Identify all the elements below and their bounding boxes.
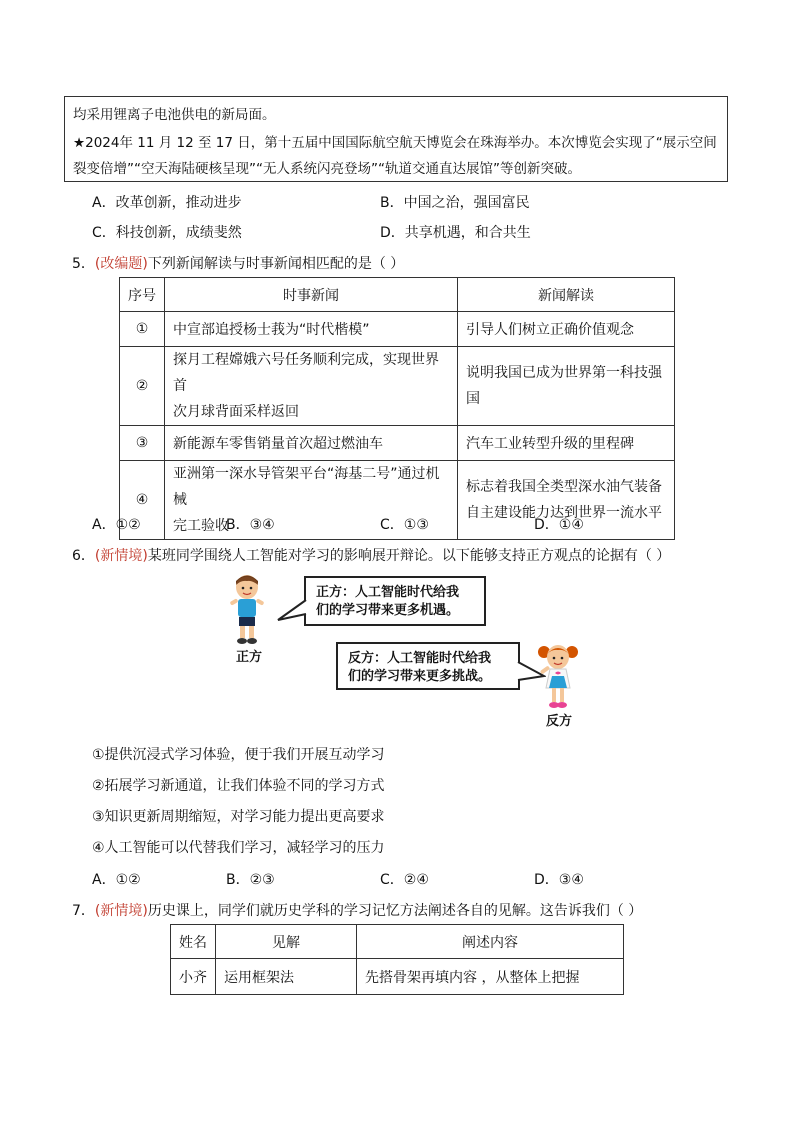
con-label: 反方 bbox=[546, 714, 573, 729]
news-text: 新能源车零售销量首次超过燃油车 bbox=[173, 436, 383, 452]
news-text-1: 探月工程嫦娥六号任务顺利完成，实现世界首 bbox=[173, 352, 439, 394]
q5-option-a[interactable]: A．①② bbox=[92, 517, 141, 533]
row-no: ② bbox=[120, 347, 165, 426]
row-view: 运用框架法 bbox=[216, 959, 357, 995]
boy-figure-icon bbox=[224, 574, 270, 646]
news-text-1: 亚洲第一深水导管架平台“海基二号”通过机械 bbox=[173, 466, 440, 508]
table-header-row bbox=[120, 278, 675, 312]
row-no: ① bbox=[120, 312, 165, 347]
header-content: 阐述内容 bbox=[357, 925, 624, 959]
q6-option-d[interactable]: D．③④ bbox=[534, 872, 584, 888]
interp-text-2: 国 bbox=[466, 391, 480, 407]
table-header-row bbox=[171, 925, 624, 959]
q4-option-d[interactable]: D．共享机遇，和合共生 bbox=[380, 225, 531, 241]
pro-bubble-line-2: 们的学习带来更多机遇。 bbox=[316, 603, 460, 618]
interp-text-1: 标志着我国全类型深水油气装备 bbox=[466, 479, 662, 495]
row-interp bbox=[458, 426, 675, 461]
q6-statement-2: ②拓展学习新通道，让我们体验不同的学习方式 bbox=[92, 778, 385, 794]
news-text: 中宣部追授杨士莪为“时代楷模” bbox=[173, 322, 370, 338]
row-news bbox=[165, 426, 458, 461]
pro-bubble-tail-icon bbox=[276, 598, 308, 624]
q6-statement-1: ①提供沉浸式学习体验，便于我们开展互动学习 bbox=[92, 747, 385, 763]
pro-bubble-line-1: 正方：人工智能时代给我 bbox=[316, 585, 460, 600]
table-row bbox=[120, 312, 675, 347]
q7-number: 7． bbox=[72, 903, 95, 919]
interp-text: 汽车工业转型升级的里程碑 bbox=[466, 436, 634, 452]
header-no: 序号 bbox=[120, 278, 165, 312]
interp-text: 引导人们树立正确价值观念 bbox=[466, 322, 634, 338]
q5-text: 下列新闻解读与时事新闻相匹配的是（ ） bbox=[147, 256, 405, 272]
interp-text-1: 说明我国已成为世界第一科技强 bbox=[466, 365, 662, 381]
table-row bbox=[171, 959, 624, 995]
news-text-2: 完工验收 bbox=[173, 518, 229, 534]
q6-statement-4: ④人工智能可以代替我们学习，减轻学习的压力 bbox=[92, 840, 385, 856]
q6-option-a[interactable]: A．①② bbox=[92, 872, 141, 888]
pro-label: 正方 bbox=[236, 650, 263, 665]
q4-option-c[interactable]: C．科技创新，成绩斐然 bbox=[92, 225, 242, 241]
girl-figure-icon bbox=[536, 642, 580, 712]
con-bubble-line-2: 们的学习带来更多挑战。 bbox=[348, 669, 492, 684]
q4-option-a[interactable]: A．改革创新，推动进步 bbox=[92, 195, 242, 211]
header-interp: 新闻解读 bbox=[458, 278, 675, 312]
material-line-3: 裂变倍增”“空天海陆硬核呈现”“无人系统闪亮登场”“轨道交通直达展馆”等创新突破。 bbox=[73, 161, 581, 177]
row-interp bbox=[458, 312, 675, 347]
q5-option-b[interactable]: B．③④ bbox=[226, 517, 275, 533]
q6-tag: (新情境) bbox=[94, 548, 148, 564]
q6-option-c[interactable]: C．②④ bbox=[380, 872, 429, 888]
q5-tag: (改编题) bbox=[94, 256, 148, 272]
header-news: 时事新闻 bbox=[165, 278, 458, 312]
news-text-2: 次月球背面采样返回 bbox=[173, 404, 299, 420]
q6-text: 某班同学围绕人工智能对学习的影响展开辩论。以下能够支持正方观点的论据有（ ） bbox=[147, 548, 671, 564]
q7-table bbox=[170, 924, 624, 995]
q5-option-c[interactable]: C．①③ bbox=[380, 517, 429, 533]
q6-number: 6． bbox=[72, 548, 95, 564]
con-speech-bubble bbox=[336, 642, 520, 690]
table-row bbox=[120, 426, 675, 461]
q5-table bbox=[119, 277, 675, 540]
material-line-2: ★2024年 11 月 12 至 17 日，第十五届中国国际航空航天博览会在珠海举办。本次博览会实现了“展示空间 bbox=[73, 135, 717, 151]
interp-text-2: 自主建设能力达到世界一流水平 bbox=[466, 505, 662, 521]
q5-option-d[interactable]: D．①④ bbox=[534, 517, 584, 533]
q7-tag: (新情境) bbox=[94, 903, 148, 919]
row-no: ④ bbox=[120, 461, 165, 540]
q5-stem bbox=[72, 253, 404, 273]
row-interp bbox=[458, 347, 675, 426]
table-row bbox=[120, 347, 675, 426]
q6-stem bbox=[72, 545, 670, 565]
q7-stem bbox=[72, 900, 642, 920]
pro-speech-bubble bbox=[304, 576, 486, 626]
row-content: 先搭骨架再填内容 ，从整体上把握 bbox=[357, 959, 624, 995]
material-box bbox=[64, 96, 728, 182]
q6-option-b[interactable]: B．②③ bbox=[226, 872, 275, 888]
q6-statement-3: ③知识更新周期缩短，对学习能力提出更高要求 bbox=[92, 809, 385, 825]
row-no: ③ bbox=[120, 426, 165, 461]
header-view: 见解 bbox=[216, 925, 357, 959]
row-name: 小齐 bbox=[171, 959, 216, 995]
q5-number: 5． bbox=[72, 256, 95, 272]
con-bubble-line-1: 反方：人工智能时代给我 bbox=[348, 651, 492, 666]
row-news bbox=[165, 312, 458, 347]
row-news bbox=[165, 347, 458, 426]
material-line-1: 均采用锂离子电池供电的新局面。 bbox=[73, 107, 276, 123]
header-name: 姓名 bbox=[171, 925, 216, 959]
q4-option-b[interactable]: B．中国之治，强国富民 bbox=[380, 195, 530, 211]
q7-text: 历史课上，同学们就历史学科的学习记忆方法阐述各自的见解。这告诉我们（ ） bbox=[147, 903, 643, 919]
